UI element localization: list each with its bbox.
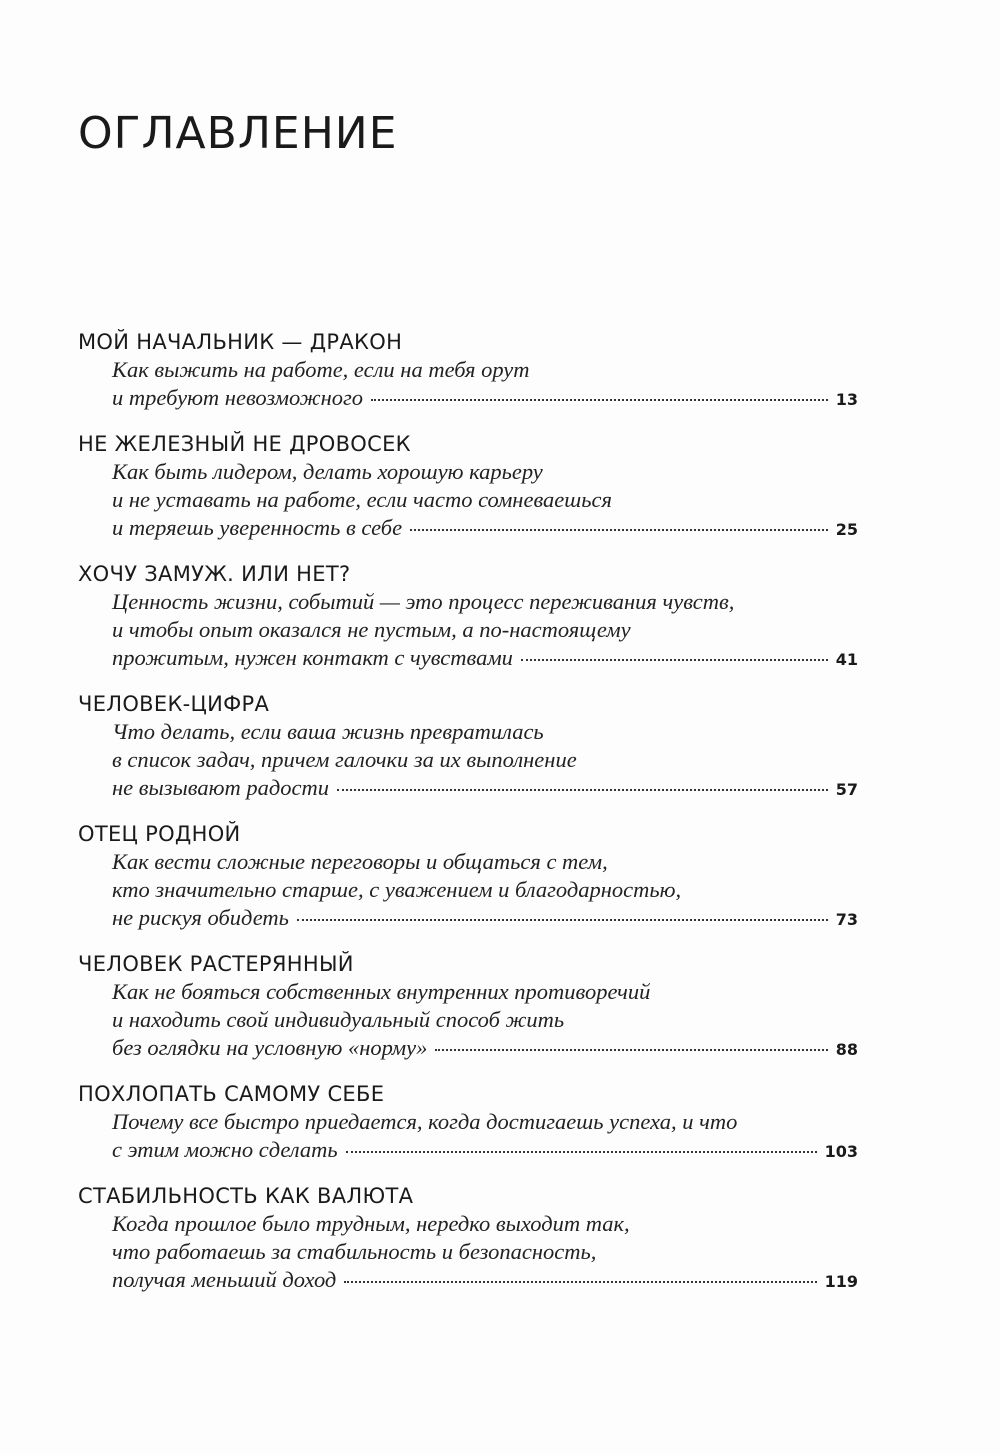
chapter-description bbox=[112, 1210, 858, 1296]
chapter-title: ЧЕЛОВЕК-ЦИФРА bbox=[78, 692, 270, 716]
dot-leader bbox=[410, 529, 828, 531]
description-last-line bbox=[112, 514, 858, 544]
description-line: прожитым, нужен контакт с чувствами bbox=[112, 645, 513, 670]
description-line: Ценность жизни, событий — это процесс переживания чувств, bbox=[112, 589, 735, 614]
toc-entry bbox=[78, 690, 858, 804]
chapter-description bbox=[112, 588, 858, 674]
toc-entry bbox=[78, 328, 858, 414]
description-line: и требуют невозможного bbox=[112, 385, 364, 410]
chapter-title: ХОЧУ ЗАМУЖ. ИЛИ НЕТ? bbox=[78, 562, 351, 586]
chapter-title: НЕ ЖЕЛЕЗНЫЙ НЕ ДРОВОСЕК bbox=[78, 432, 411, 456]
chapter-title: СТАБИЛЬНОСТЬ КАК ВАЛЮТА bbox=[78, 1184, 414, 1208]
page-number: 88 bbox=[835, 1040, 858, 1059]
description-line: и теряешь уверенность в себе bbox=[112, 515, 403, 540]
toc-entry bbox=[78, 950, 858, 1064]
description-line: Как быть лидером, делать хорошую карьеру bbox=[112, 459, 543, 484]
chapter-title: ЧЕЛОВЕК РАСТЕРЯННЫЙ bbox=[78, 952, 354, 976]
description-last-line bbox=[112, 384, 858, 414]
description-line: в список задач, причем галочки за их выполнение bbox=[112, 747, 577, 772]
page-number: 57 bbox=[835, 780, 858, 799]
chapter-description bbox=[112, 1108, 858, 1166]
description-last-line bbox=[112, 904, 858, 934]
description-line: что работаешь за стабильность и безопасность, bbox=[112, 1239, 597, 1264]
chapter-description bbox=[112, 356, 858, 414]
toc-entry bbox=[78, 820, 858, 934]
description-line: Как не бояться собственных внутренних противоречий bbox=[112, 979, 651, 1004]
description-line: без оглядки на условную «норму» bbox=[112, 1035, 428, 1060]
table-of-contents bbox=[78, 328, 858, 1312]
description-line: не вызывают радости bbox=[112, 775, 330, 800]
description-line: с этим можно сделать bbox=[112, 1137, 338, 1162]
description-line: получая меньший доход bbox=[112, 1267, 337, 1292]
description-last-line bbox=[112, 1266, 858, 1296]
description-line: и находить свой индивидуальный способ жить bbox=[112, 1007, 565, 1032]
chapter-description bbox=[112, 458, 858, 544]
description-line: Что делать, если ваша жизнь превратилась bbox=[112, 719, 544, 744]
page-title: ОГЛАВЛЕНИЕ bbox=[78, 108, 398, 159]
page-number: 25 bbox=[835, 520, 858, 539]
dot-leader bbox=[337, 789, 828, 791]
description-line: и чтобы опыт оказался не пустым, а по-настоящему bbox=[112, 617, 631, 642]
page-number: 103 bbox=[824, 1142, 858, 1161]
chapter-title: ОТЕЦ РОДНОЙ bbox=[78, 822, 241, 846]
chapter-description bbox=[112, 718, 858, 804]
toc-entry bbox=[78, 560, 858, 674]
toc-entry bbox=[78, 1080, 858, 1166]
dot-leader bbox=[297, 919, 828, 921]
toc-entry bbox=[78, 430, 858, 544]
description-last-line bbox=[112, 644, 858, 674]
page-number: 73 bbox=[835, 910, 858, 929]
dot-leader bbox=[371, 399, 828, 401]
description-last-line bbox=[112, 774, 858, 804]
chapter-description bbox=[112, 848, 858, 934]
dot-leader bbox=[435, 1049, 827, 1051]
description-line: Почему все быстро приедается, когда достигаешь успеха, и что bbox=[112, 1109, 738, 1134]
description-line: Как выжить на работе, если на тебя орут bbox=[112, 357, 530, 382]
description-line: и не уставать на работе, если часто сомневаешься bbox=[112, 487, 612, 512]
page-number: 41 bbox=[835, 650, 858, 669]
dot-leader bbox=[346, 1151, 817, 1153]
description-line: Когда прошлое было трудным, нередко выходит так, bbox=[112, 1211, 630, 1236]
page-number: 13 bbox=[835, 390, 858, 409]
description-line: кто значительно старше, с уважением и благодарностью, bbox=[112, 877, 682, 902]
chapter-title: ПОХЛОПАТЬ САМОМУ СЕБЕ bbox=[78, 1082, 385, 1106]
chapter-description bbox=[112, 978, 858, 1064]
toc-entry bbox=[78, 1182, 858, 1296]
description-line: не рискуя обидеть bbox=[112, 905, 289, 930]
description-line: Как вести сложные переговоры и общаться с тем, bbox=[112, 849, 608, 874]
page-number: 119 bbox=[824, 1272, 858, 1291]
dot-leader bbox=[344, 1281, 816, 1283]
description-last-line bbox=[112, 1136, 858, 1166]
chapter-title: МОЙ НАЧАЛЬНИК — ДРАКОН bbox=[78, 330, 403, 354]
description-last-line bbox=[112, 1034, 858, 1064]
dot-leader bbox=[521, 659, 828, 661]
